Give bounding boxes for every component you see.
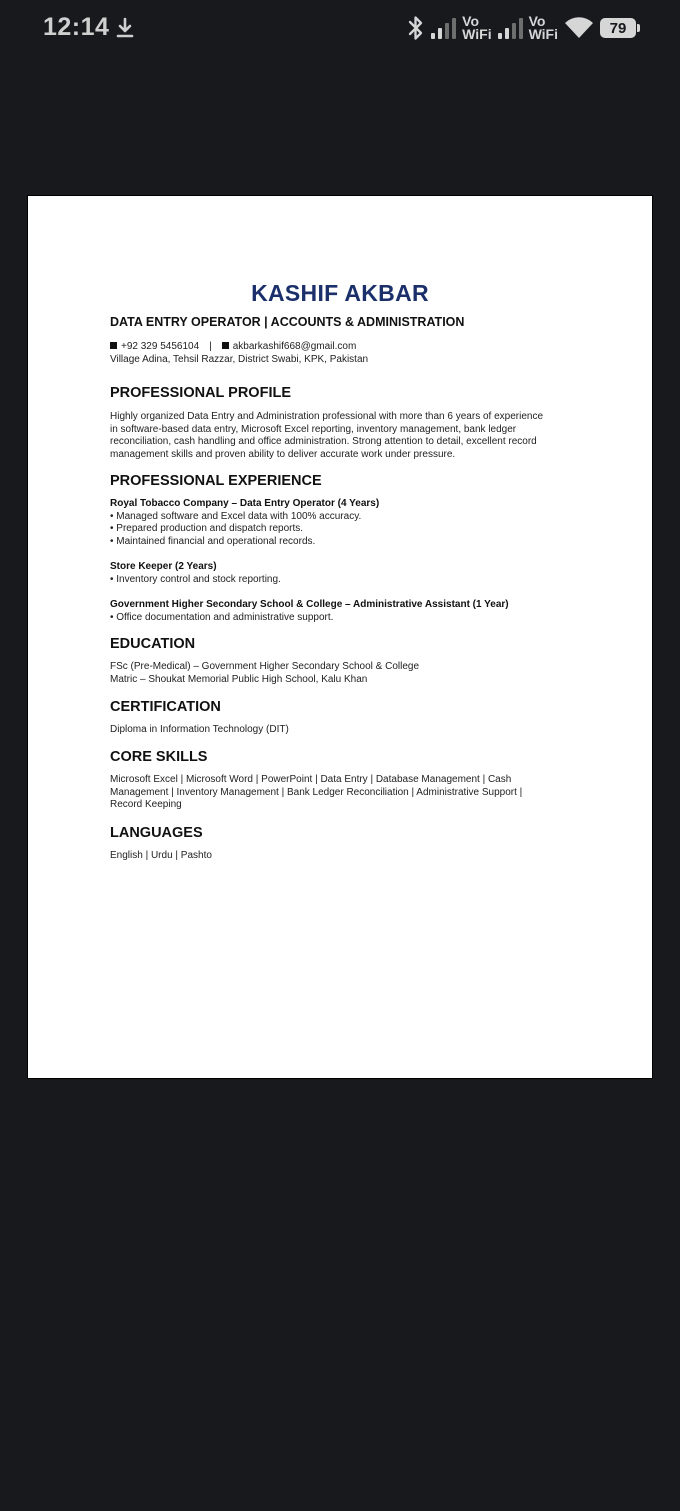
address: Village Adina, Tehsil Razzar, District Swabi, KPK, Pakistan bbox=[110, 353, 369, 365]
section-heading-certification: CERTIFICATION bbox=[110, 699, 221, 715]
email-address[interactable]: akbarkashif668@gmail.com bbox=[232, 341, 357, 352]
job-entry bbox=[110, 599, 509, 624]
download-icon bbox=[114, 16, 136, 40]
job-bullet: • Prepared production and dispatch reports. bbox=[110, 523, 304, 534]
status-icons bbox=[407, 11, 640, 45]
skills-text: Microsoft Excel | Microsoft Word | PowerPoint | Data Entry | Database Management | Cash Management | Inventory Management | Bank Ledger Reconciliation | Administrative Support | Record Keeping bbox=[110, 774, 523, 810]
job-entry bbox=[110, 498, 379, 548]
phone-number: +92 329 5456104 bbox=[121, 341, 200, 352]
languages-text: English | Urdu | Pashto bbox=[110, 850, 212, 861]
education-text: FSc (Pre-Medical) – Government Higher Secondary School & College Matric – Shoukat Memorial Public High School, Kalu Khan bbox=[110, 661, 420, 685]
resume-subtitle: DATA ENTRY OPERATOR | ACCOUNTS & ADMINISTRATION bbox=[110, 315, 465, 329]
wifi-icon bbox=[564, 16, 594, 40]
section-heading-skills: CORE SKILLS bbox=[110, 749, 208, 765]
job-bullet: • Inventory control and stock reporting. bbox=[110, 573, 281, 585]
section-heading-education: EDUCATION bbox=[110, 636, 196, 652]
signal-icon bbox=[431, 17, 456, 39]
job-bullet: • Office documentation and administrative support. bbox=[110, 611, 334, 623]
battery-level: 79 bbox=[600, 18, 636, 38]
job-title: Government Higher Secondary School & College – Administrative Assistant (1 Year) bbox=[110, 599, 509, 610]
job-title: Store Keeper (2 Years) bbox=[110, 561, 217, 572]
section-heading-languages: LANGUAGES bbox=[110, 825, 203, 841]
status-bar bbox=[0, 0, 680, 58]
bluetooth-icon bbox=[407, 14, 425, 42]
resume-name: KASHIF AKBAR bbox=[251, 280, 429, 306]
document-page bbox=[28, 196, 652, 1078]
vowifi-label: Vo WiFi bbox=[462, 13, 492, 42]
certification-text: Diploma in Information Technology (DIT) bbox=[110, 724, 289, 735]
profile-text: Highly organized Data Entry and Administration professional with more than 6 years of experience in software-based data entry, Microsoft Excel reporting, inventory management, bank ledger reconciliation, cash handling and office administration. Strong attention to detail, excellent record management skills and proven ability to deliver accurate work under pressure. bbox=[110, 411, 544, 460]
contact-separator: | bbox=[209, 341, 212, 352]
job-title: Royal Tobacco Company – Data Entry Operator (4 Years) bbox=[110, 498, 380, 509]
contact-block bbox=[110, 341, 368, 366]
job-bullet: • Managed software and Excel data with 100% accuracy. bbox=[110, 510, 362, 522]
email-bullet-icon bbox=[222, 342, 229, 349]
vowifi-label: Vo WiFi bbox=[528, 13, 558, 42]
phone-bullet-icon bbox=[110, 342, 117, 349]
job-entry bbox=[110, 561, 281, 586]
battery-icon bbox=[600, 18, 640, 38]
job-bullet: • Maintained financial and operational records. bbox=[110, 535, 316, 547]
signal-icon bbox=[498, 17, 523, 39]
status-time: 12:14 bbox=[43, 13, 110, 41]
section-heading-experience: PROFESSIONAL EXPERIENCE bbox=[110, 473, 322, 489]
section-heading-profile: PROFESSIONAL PROFILE bbox=[110, 385, 292, 401]
